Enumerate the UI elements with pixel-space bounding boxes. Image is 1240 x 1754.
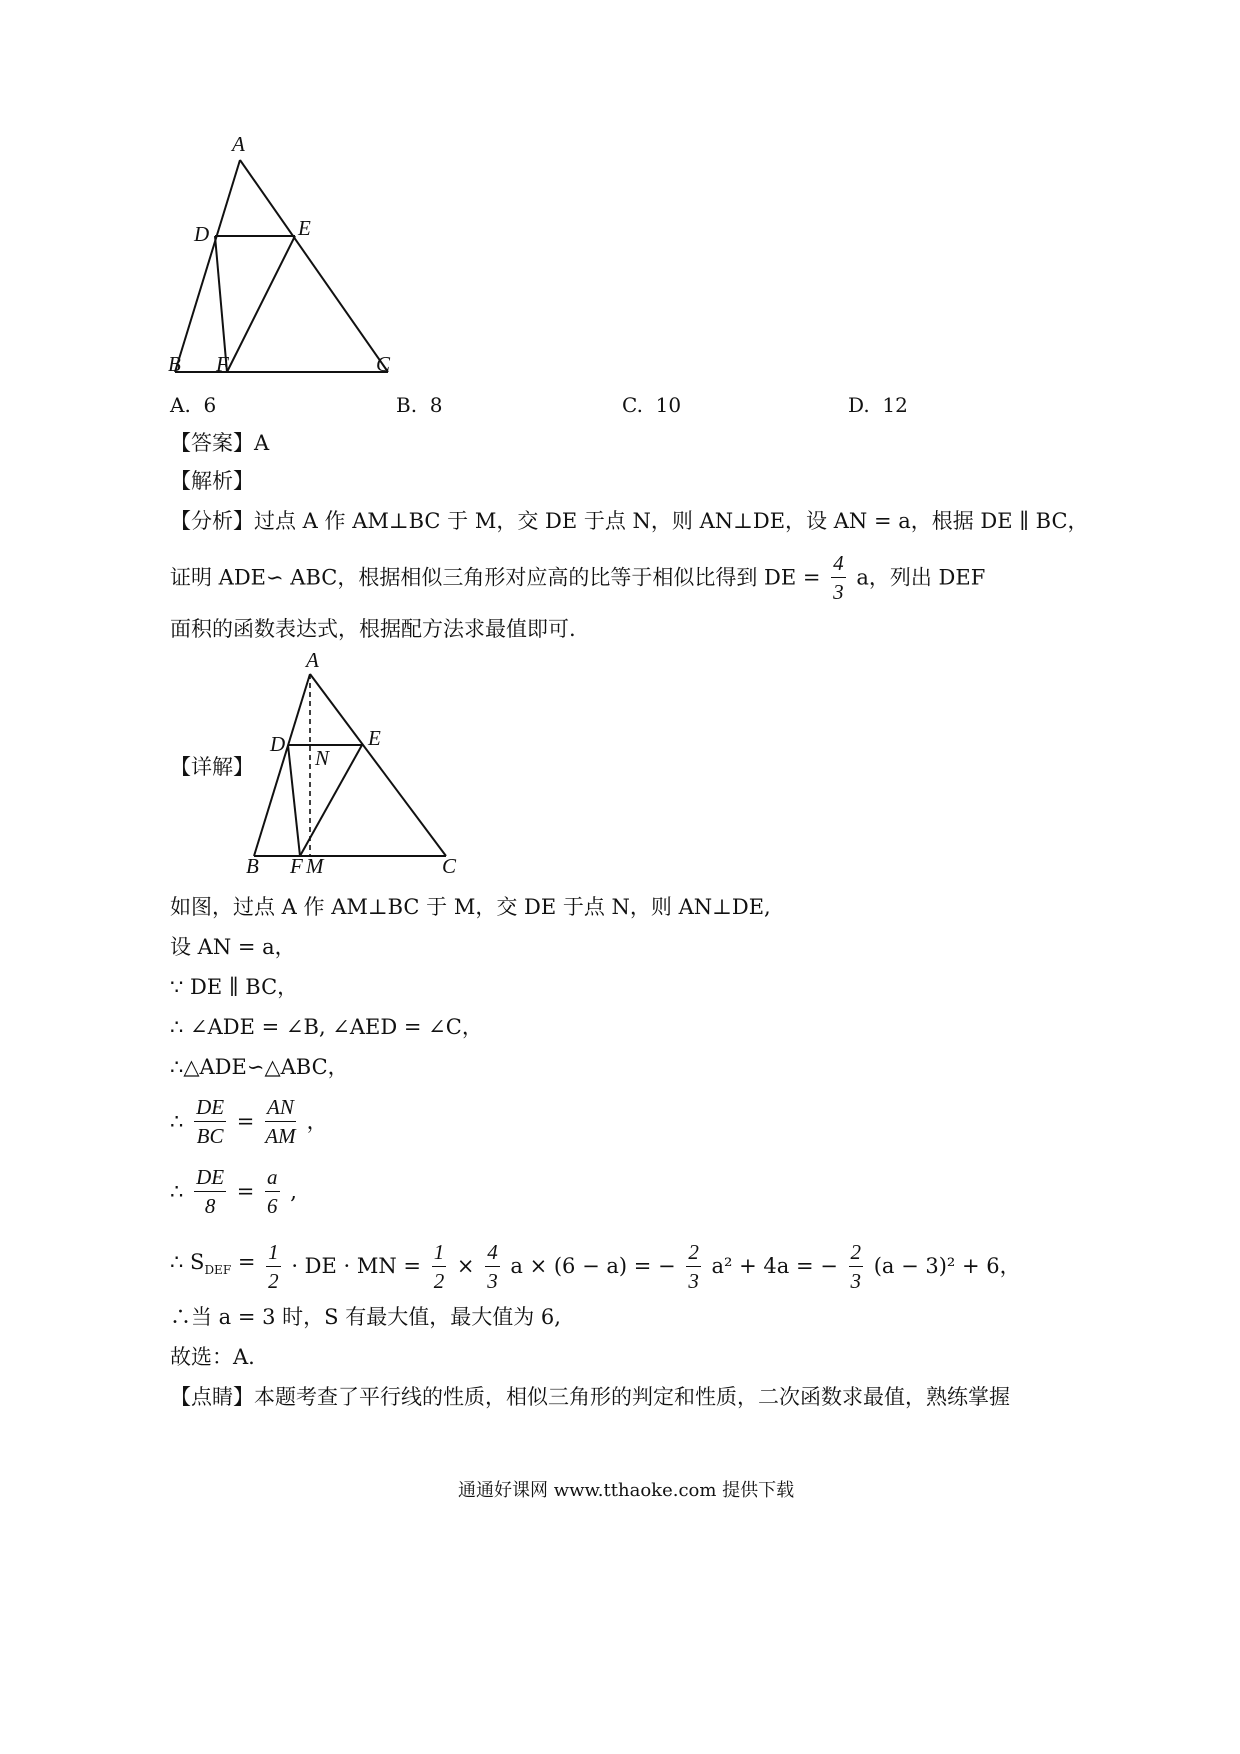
solution-line-9: ∴当 a = 3 时，S 有最大值，最大值为 6, — [170, 1305, 561, 1329]
option-c: C. 10 — [622, 393, 682, 417]
option-a: A. 6 — [170, 393, 217, 417]
solution-line-1: 如图，过点 A 作 AM⊥BC 于 M，交 DE 于点 N，则 AN⊥DE, — [170, 895, 771, 919]
fig1-label-a: A — [232, 132, 245, 156]
fenxi-line-3: 面积的函数表达式，根据配方法求最值即可. — [170, 617, 576, 641]
fenxi-line-2: 证明 ADE∽ ABC，根据相似三角形对应高的比等于相似比得到 DE = $\frac{4}{3}$ a，列出 DEF — [170, 551, 986, 604]
fig2-label-d: D — [270, 732, 286, 756]
fig1-label-e: E — [298, 216, 311, 240]
analysis-tag: 【解析】 — [170, 469, 254, 493]
fig1-label-d: D — [194, 222, 210, 246]
solution-line-10: 故选：A. — [170, 1345, 255, 1369]
edge-ac — [310, 674, 446, 856]
solution-line-6: ∴ $\frac{DE}{BC}$ = $\frac{AN}{AM}$ ， — [170, 1095, 328, 1148]
answer-line — [170, 428, 269, 458]
solution-line-7: ∴ $\frac{DE}{8}$ = $\frac{a}{6}$ , — [170, 1165, 297, 1218]
fenxi-tag: 【分析】 — [170, 509, 254, 533]
fig2-label-a: A — [306, 648, 319, 672]
fig2-label-f: F — [290, 854, 303, 878]
page-footer: 通通好课网 www.tthaoke.com 提供下载 — [458, 1480, 795, 1501]
fig2-label-c: C — [442, 854, 457, 878]
option-b: B. 8 — [396, 393, 443, 417]
fig2-label-m: M — [306, 854, 324, 878]
fig1-label-c: C — [376, 352, 391, 376]
answer-tag: 【答案】 — [170, 431, 254, 455]
fenxi-line-1: 【分析】过点 A 作 AM⊥BC 于 M，交 DE 于点 N，则 AN⊥DE，设 AN = a，根据 DE ∥ BC， — [170, 509, 1089, 533]
dianjing-tag: 【点睛】 — [170, 1385, 254, 1409]
solution-line-8: ∴ $S_{DEF}$ = $\frac{1}{2}$ · DE · MN = $\frac{1}{2}$ × $\frac{4}{3}$ a × (6 − a) = − $\frac{2}{3}$ a² + 4a = − $\frac{2}{3}$ (a − 3)² + 6， — [170, 1239, 1021, 1293]
fig1-label-f: F — [216, 352, 229, 376]
option-d: D. 12 — [848, 393, 908, 417]
solution-line-3: ∵ DE ∥ BC， — [170, 975, 299, 999]
solution-line-5: ∴△ADE∽△ABC， — [170, 1055, 349, 1079]
fig2-label-e: E — [368, 726, 381, 750]
edge-df — [288, 745, 300, 856]
solution-line-2: 设 AN = a， — [170, 935, 296, 959]
answer-value: A — [254, 431, 270, 455]
fig1-label-b: B — [168, 352, 181, 376]
fig2-label-n: N — [315, 746, 330, 770]
xiangjie-tag: 【详解】 — [170, 755, 254, 779]
edge-ab — [254, 674, 310, 856]
fig2-label-b: B — [246, 854, 259, 878]
figure-2-triangle — [240, 650, 470, 870]
solution-line-4: ∴ ∠ADE = ∠B, ∠AED = ∠C， — [170, 1015, 483, 1039]
figure-1-base-fix — [170, 140, 400, 380]
dianjing-line: 【点睛】本题考查了平行线的性质，相似三角形的判定和性质，二次函数求最值，熟练掌握 — [170, 1385, 1010, 1409]
